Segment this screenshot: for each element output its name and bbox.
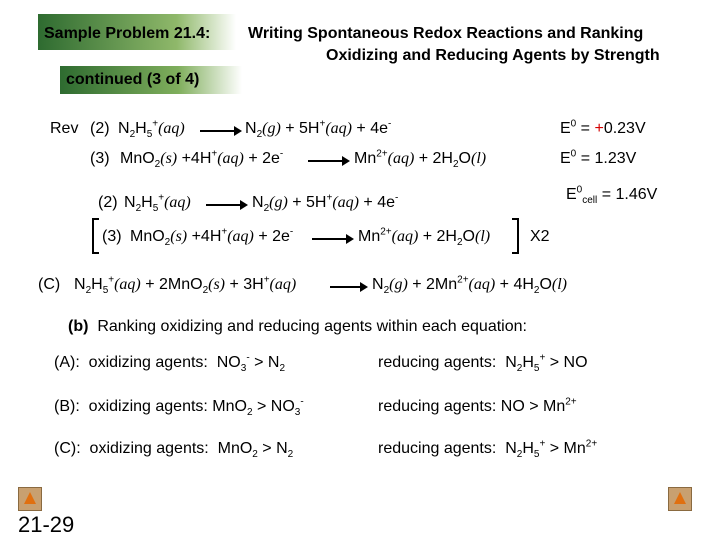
combined-eq1-number: (2): [98, 194, 118, 211]
combined-eq2-products: $Mn^{2+}(aq) + 2H_2O(l)$: [358, 226, 491, 249]
left-bracket: [92, 218, 99, 254]
combined-eq1-reactant: $N_2H_5^+(aq)$: [124, 192, 191, 215]
rev-eq2-reactants: MnO$_2$(s) +4H+(aq) + 2e-: [120, 148, 284, 171]
reaction-arrow: [200, 130, 240, 132]
reaction-arrow: [312, 238, 352, 240]
combined-eq2-reactants: MnO$_2$(s) +4H+(aq) + 2e-: [130, 226, 294, 249]
previous-slide-button[interactable]: [18, 487, 42, 511]
title-line-2: Oxidizing and Reducing Agents by Strength: [326, 47, 660, 64]
ranking-row-b-reducing: reducing agents: NO > $Mn^{2+}$: [378, 396, 577, 415]
multiplier: X2: [530, 228, 550, 245]
title-line-1: Writing Spontaneous Redox Reactions and Ranking: [248, 25, 644, 42]
continued-label: continued (3 of 4): [66, 71, 200, 88]
rev-eq2-products: $Mn^{2+}(aq) + 2H_2O(l)$: [354, 148, 487, 171]
right-bracket: [512, 218, 519, 254]
combined-eq2-number: (3): [102, 228, 122, 245]
next-slide-button[interactable]: [668, 487, 692, 511]
reaction-arrow: [206, 204, 246, 206]
rev-eq2-number: (3): [90, 150, 110, 167]
ranking-row-c-oxidizing: (C): oxidizing agents: $MnO_2 > N_2$: [54, 440, 294, 461]
net-equation-label: (C): [38, 276, 61, 293]
net-equation-reactants: $N_2H_5^+(aq) + 2MnO_2(s) + 3H^+(aq)$: [74, 274, 297, 297]
up-triangle-icon: [24, 492, 36, 504]
cell-potential: $E^0_{cell} = 1.46V$: [566, 184, 658, 207]
ranking-row-b-oxidizing: (B): oxidizing agents: $MnO_2 > NO_3^-$: [54, 396, 304, 419]
ranking-row-a-reducing: reducing agents: $N_2H_5^+$ > NO: [378, 352, 588, 375]
combined-eq1-products: $N_2(g) + 5H^+(aq) + 4e^-$: [252, 192, 399, 215]
slide-number: 21-29: [18, 512, 75, 537]
ranking-heading: (b) Ranking oxidizing and reducing agents within each equation:: [68, 318, 527, 335]
problem-label: Sample Problem 21.4:: [44, 25, 211, 42]
rev-eq1-number: (2): [90, 120, 110, 137]
net-equation-products: $N_2(g) + 2Mn^{2+}(aq) + 4H_2O(l)$: [372, 274, 568, 297]
ranking-row-c-reducing: reducing agents: $N_2H_5^+ > Mn^{2+}$: [378, 438, 598, 461]
ranking-row-a-oxidizing: (A): oxidizing agents: $NO_3^- > N_2$: [54, 352, 286, 375]
rev-label: Rev: [50, 120, 79, 137]
rev-eq1-reactant: $N_2H_5^+(aq)$: [118, 118, 185, 141]
rev-eq1-potential: $E^0 = +0.23V$: [560, 118, 646, 137]
up-triangle-icon: [674, 492, 686, 504]
rev-eq1-products: $N_2(g) + 5H^+(aq) + 4e^-$: [245, 118, 392, 141]
rev-eq2-potential: $E^0 = 1.23V$: [560, 148, 637, 167]
reaction-arrow: [308, 160, 348, 162]
reaction-arrow: [330, 286, 366, 288]
